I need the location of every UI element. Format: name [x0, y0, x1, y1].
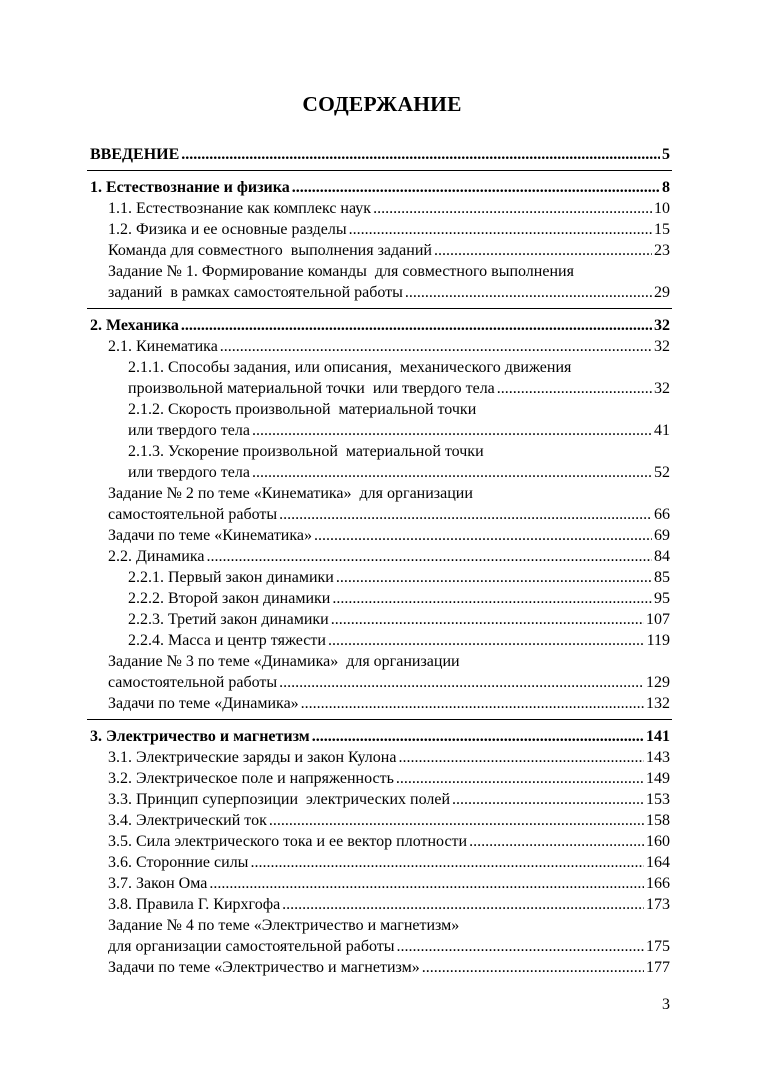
toc-entry: [108, 936, 670, 958]
toc-entry-page: 15: [654, 221, 670, 238]
toc-entry-page: 143: [646, 749, 670, 766]
toc-entry-page: 153: [646, 791, 670, 808]
toc-entry-page: 149: [646, 770, 670, 787]
dot-leader: [279, 504, 652, 526]
page-number: 3: [662, 996, 670, 1013]
toc-entry-page: 66: [654, 506, 670, 523]
toc-entry-title: 2.2.3. Третий закон динамики: [128, 611, 329, 628]
toc-entry: [108, 810, 670, 832]
toc-entry-title: или твердого тела: [128, 464, 250, 481]
toc-entry-title: 3.7. Закон Ома: [108, 875, 208, 892]
toc-entry-title: 3.4. Электрический ток: [108, 812, 267, 829]
toc-entry-page: 160: [646, 833, 670, 850]
toc-entry-title: 3.5. Сила электрического тока и ее вектор плотности: [108, 833, 468, 850]
dot-leader: [181, 315, 652, 337]
toc-entry: [108, 672, 670, 694]
toc-entry-title: 2. Механика: [90, 317, 179, 334]
dot-leader: [405, 282, 652, 304]
toc-entry-page: 41: [654, 422, 670, 439]
toc-entry-title: Задачи по теме «Кинематика»: [108, 527, 312, 544]
toc-entry-page: 29: [654, 284, 670, 301]
toc-entry-title: произвольной материальной точки или твердого тела: [128, 380, 495, 397]
toc-entry-title: 2.2. Динамика: [108, 548, 205, 565]
toc-entry-title: Команда для совместного выполнения заданий: [108, 242, 432, 259]
toc-entry-line: 2.1.3. Ускорение произвольной материальной точки: [128, 443, 484, 460]
toc-entry-page: 158: [646, 812, 670, 829]
dot-leader: [452, 789, 644, 811]
dot-leader: [331, 609, 644, 631]
toc-entry: [108, 957, 670, 979]
toc-entry: [108, 546, 670, 568]
toc-entry-title: 1. Естествознание и физика: [90, 179, 290, 196]
dot-leader: [396, 768, 644, 790]
toc-entry-title: 1.1. Естествознание как комплекс наук: [108, 200, 372, 217]
dot-leader: [206, 546, 652, 568]
toc-entry: [128, 588, 670, 610]
toc-entry-page: 32: [654, 338, 670, 355]
toc-entry-page: 166: [646, 875, 670, 892]
toc-entry-title: 2.2.4. Масса и центр тяжести: [128, 632, 326, 649]
toc-entry-title: 3.3. Принцип суперпозиции электрических полей: [108, 791, 451, 808]
dot-leader: [434, 240, 652, 262]
toc-entry: [108, 198, 670, 220]
toc-entry-title: 2.2.1. Первый закон динамики: [128, 569, 334, 586]
toc-entry-page: 32: [654, 380, 670, 397]
dot-leader: [269, 810, 644, 832]
toc-section-2: [90, 315, 670, 337]
toc-entry-page: 173: [646, 896, 670, 913]
toc-entry-title: самостоятельной работы: [108, 674, 278, 691]
toc-entry: [128, 378, 670, 400]
toc-entry-title: заданий в рамках самостоятельной работы: [108, 284, 403, 301]
toc-entry-title: ВВЕДЕНИЕ: [90, 146, 180, 163]
toc-entry-title: Задачи по теме «Электричество и магнетизм»: [108, 959, 420, 976]
dot-leader: [282, 894, 644, 916]
toc-entry: [108, 282, 670, 304]
toc-entry: [128, 567, 670, 589]
toc-entry-page: 8: [662, 179, 670, 196]
dot-leader: [181, 144, 660, 166]
toc-entry: [128, 462, 670, 484]
section-divider: [87, 170, 672, 171]
toc-entry-title: 3.8. Правила Г. Кирхгофа: [108, 896, 281, 913]
toc-entry: [108, 894, 670, 916]
dot-leader: [314, 525, 652, 547]
toc-section-1: [90, 177, 670, 199]
toc-entry-page: 5: [662, 146, 670, 163]
dot-leader: [209, 873, 644, 895]
toc-entry-page: 119: [646, 632, 670, 649]
toc-entry-line: Задание № 4 по теме «Электричество и магнетизм»: [108, 917, 460, 934]
toc-entry-page: 129: [646, 674, 670, 691]
dot-leader: [220, 336, 652, 358]
dot-leader: [279, 672, 644, 694]
toc-entry-line: Задание № 1. Формирование команды для совместного выполнения: [108, 263, 574, 280]
dot-leader: [252, 420, 652, 442]
dot-leader: [301, 693, 644, 715]
toc-entry-page: 84: [654, 548, 670, 565]
toc-entry-page: 10: [654, 200, 670, 217]
toc-entry: [128, 609, 670, 631]
toc-entry-page: 164: [646, 854, 670, 871]
toc-entry-page: 175: [646, 938, 670, 955]
toc-entry-line: 2.1.1. Способы задания, или описания, механического движения: [128, 359, 572, 376]
toc-entry-title: для организации самостоятельной работы: [108, 938, 395, 955]
toc-entry: [108, 219, 670, 241]
toc-entry-page: 32: [654, 317, 670, 334]
toc-entry-title: 3.1. Электрические заряды и закон Кулона: [108, 749, 397, 766]
dot-leader: [469, 831, 644, 853]
toc-entry-title: 3.2. Электрическое поле и напряженность: [108, 770, 394, 787]
toc-entry-page: 141: [646, 728, 670, 745]
toc-entry-title: 3. Электричество и магнетизм: [90, 728, 310, 745]
dot-leader: [332, 588, 652, 610]
toc-entry-page: 23: [654, 242, 670, 259]
toc-entry: [128, 420, 670, 442]
toc-entry: [108, 693, 670, 715]
toc-entry-title: самостоятельной работы: [108, 506, 278, 523]
toc-entry-title: Задачи по теме «Динамика»: [108, 695, 299, 712]
toc-entry-line: Задание № 3 по теме «Динамика» для организации: [108, 653, 460, 670]
toc-entry: [108, 504, 670, 526]
section-divider: [87, 719, 672, 720]
section-divider: [87, 308, 672, 309]
dot-leader: [336, 567, 652, 589]
toc-entry-page: 85: [654, 569, 670, 586]
toc-entry: [108, 852, 670, 874]
dot-leader: [328, 630, 645, 652]
toc-entry-intro: [90, 144, 670, 166]
dot-leader: [422, 957, 644, 979]
toc-section-3: [90, 726, 670, 748]
toc-entry: [108, 240, 670, 262]
toc-entry: [108, 831, 670, 853]
toc-entry-title: 3.6. Сторонние силы: [108, 854, 249, 871]
toc-entry: [108, 747, 670, 769]
dot-leader: [349, 219, 652, 241]
toc-entry-page: 132: [646, 695, 670, 712]
toc-entry-page: 95: [654, 590, 670, 607]
toc-entry-line: Задание № 2 по теме «Кинематика» для организации: [108, 485, 473, 502]
toc-entry-title: или твердого тела: [128, 422, 250, 439]
toc-entry-page: 69: [654, 527, 670, 544]
dot-leader: [373, 198, 652, 220]
toc-entry-title: 1.2. Физика и ее основные разделы: [108, 221, 347, 238]
toc-entry-line: 2.1.2. Скорость произвольной материальной точки: [128, 401, 477, 418]
toc-entry-page: 177: [646, 959, 670, 976]
toc-entry: [108, 873, 670, 895]
dot-leader: [250, 852, 644, 874]
toc-entry: [108, 336, 670, 358]
dot-leader: [497, 378, 652, 400]
toc-entry-title: 2.2.2. Второй закон динамики: [128, 590, 331, 607]
page-title: СОДЕРЖАНИЕ: [302, 92, 462, 116]
dot-leader: [397, 936, 644, 958]
toc-entry: [108, 789, 670, 811]
dot-leader: [312, 726, 644, 748]
dot-leader: [398, 747, 644, 769]
toc-entry-page: 52: [654, 464, 670, 481]
toc-entry-page: 107: [646, 611, 670, 628]
toc-entry-title: 2.1. Кинематика: [108, 338, 218, 355]
toc-entry: [108, 768, 670, 790]
toc-entry: [128, 630, 670, 652]
toc-entry: [108, 525, 670, 547]
dot-leader: [292, 177, 660, 199]
dot-leader: [252, 462, 652, 484]
